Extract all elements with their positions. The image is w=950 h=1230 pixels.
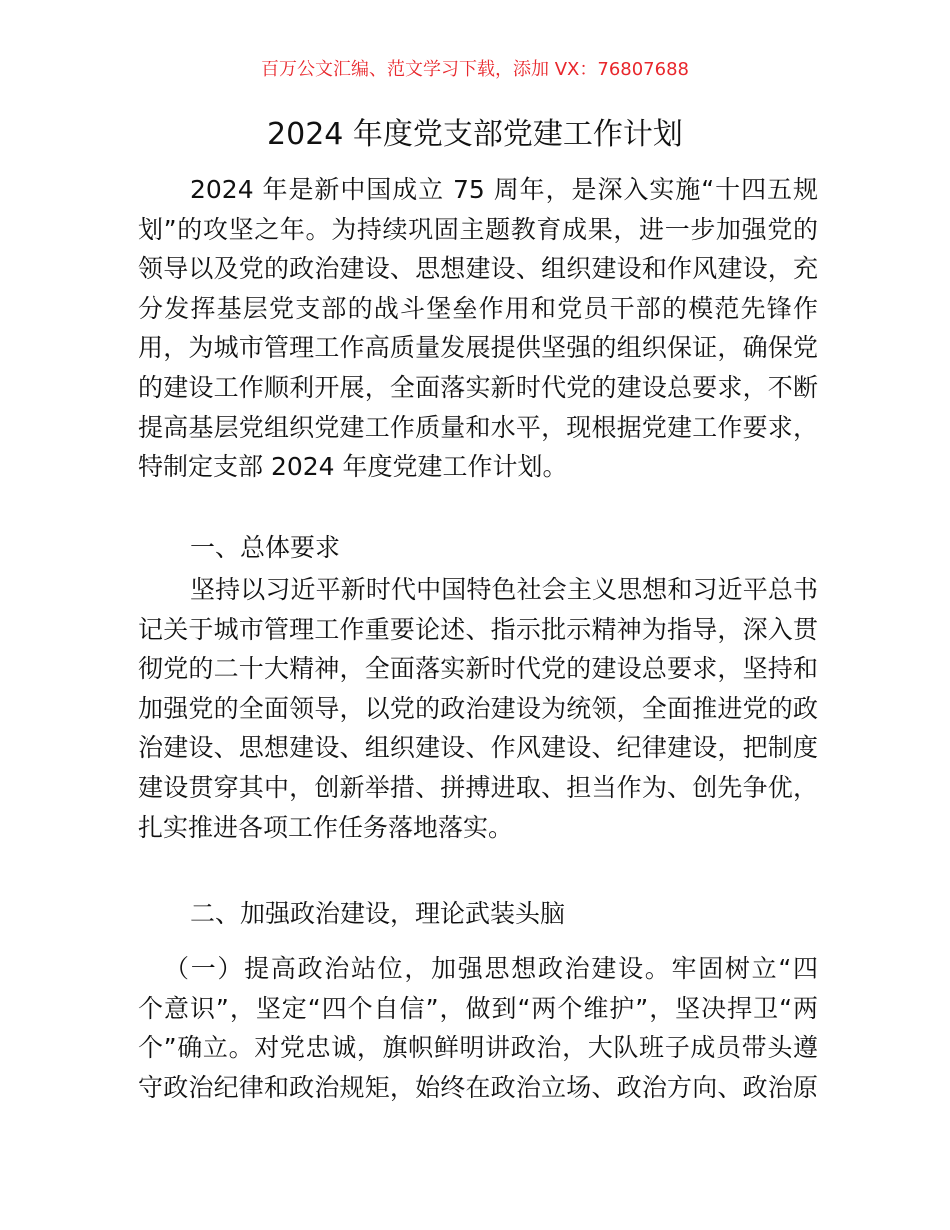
text-line: 加强党的全面领导，以党的政治建设为统领，全面推进党的政 (138, 693, 818, 723)
heading-text: 一、总体要求 (190, 533, 341, 562)
text-line: 划”的攻坚之年。为持续巩固主题教育成果，进一步加强党的 (138, 214, 818, 244)
heading-text: 二、加强政治建设，理论武装头脑 (190, 899, 566, 928)
text-line: 提高基层党组织党建工作质量和水平，现根据党建工作要求， (138, 412, 818, 442)
text-line: 建设贯穿其中，创新举措、拼搏进取、担当作为、创先争优， (138, 772, 818, 802)
text-line: 个”确立。对党忠诚，旗帜鲜明讲政治，大队班子成员带头遵 (138, 1033, 818, 1063)
paragraph-general-requirements (138, 570, 818, 847)
text-line: （一）提高政治站位，加强思想政治建设。牢固树立“四 (164, 954, 818, 983)
document-title: 2024 年度党支部党建工作计划 (267, 117, 683, 152)
text-line: 记关于城市管理工作重要论述、指示批示精神为指导，深入贯 (138, 614, 818, 644)
text-line: 治建设、思想建设、组织建设、作风建设、纪律建设，把制度 (138, 733, 818, 763)
text-line: 分发挥基层党支部的战斗堡垒作用和党员干部的模范先锋作 (138, 293, 818, 323)
text-line: 坚持以习近平新时代中国特色社会主义思想和习近平总书 (190, 575, 818, 604)
text-line: 的建设工作顺利开展，全面落实新时代党的建设总要求，不断 (138, 372, 818, 402)
text-line: 领导以及党的政治建设、思想建设、组织建设和作风建设，充 (138, 254, 818, 284)
paragraph-political-building (138, 949, 818, 1107)
section-heading-1 (138, 528, 818, 568)
text-line: 用，为城市管理工作高质量发展提供坚强的组织保证，确保党 (138, 333, 818, 363)
text-line: 扎实推进各项工作任务落地落实。 (138, 812, 514, 842)
section-heading-2 (138, 894, 818, 934)
paragraph-intro (138, 170, 818, 487)
text-line: 守政治纪律和政治规矩，始终在政治立场、政治方向、政治原 (138, 1072, 818, 1102)
watermark-header-note: 百万公文汇编、范文学习下载，添加 VX：76807688 (261, 59, 689, 80)
text-line: 特制定支部 2024 年度党建工作计划。 (138, 452, 568, 482)
text-line: 2024 年是新中国成立 75 周年，是深入实施“十四五规 (190, 175, 818, 204)
text-line: 彻党的二十大精神，全面落实新时代党的建设总要求，坚持和 (138, 654, 818, 684)
text-line: 个意识”，坚定“四个自信”，做到“两个维护”，坚决捍卫“两 (138, 993, 818, 1023)
